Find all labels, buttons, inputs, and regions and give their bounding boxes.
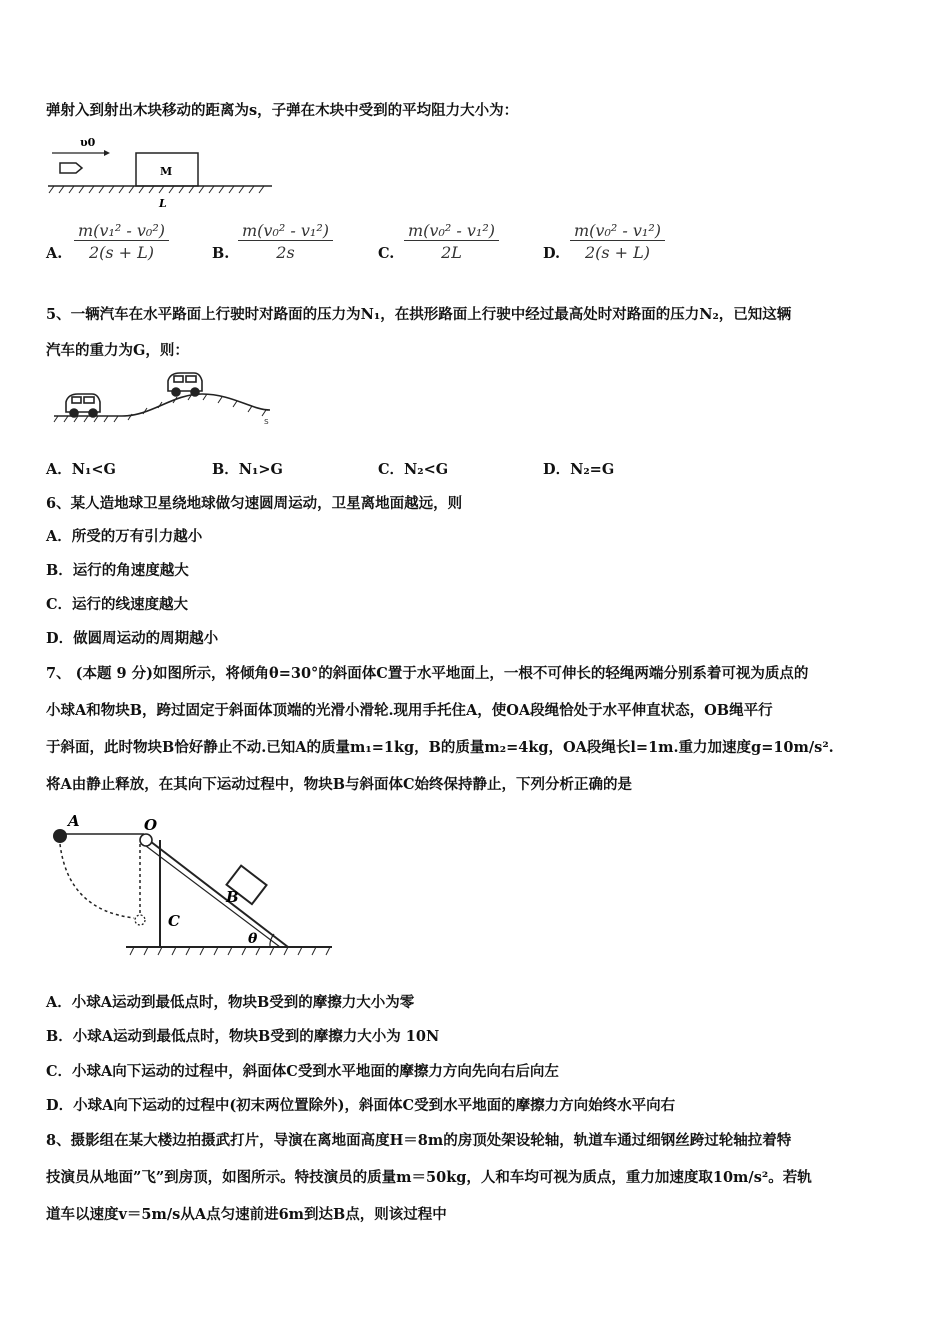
q4-option-a-letter: A. <box>46 245 63 262</box>
length-label: L <box>159 197 167 210</box>
intro-line: 弹射入到射出木块移动的距离为s，子弹在木块中受到的平均阻力大小为： <box>46 102 519 119</box>
q8-stem-line3: 道车以速度v＝5m/s从A点匀速前进6m到达B点，则该过程中 <box>46 1206 447 1223</box>
q6-option-d: D．做圆周运动的周期越小 <box>46 630 219 647</box>
q4-option-d-num: m(v₀² - v₁²) <box>570 221 665 241</box>
q4-option-d-letter: D. <box>543 245 561 262</box>
q4-option-a-num: m(v₁² - v₀²) <box>74 221 169 241</box>
q8-stem-line2: 技演员从地面”飞”到房顶，如图所示。特技演员的质量m＝50kg，人和车均可视为质点，重力加速度取10m/s²。若轨 <box>46 1169 812 1186</box>
ball-A <box>53 829 67 843</box>
q4-option-b-fraction <box>238 221 333 262</box>
bullet-shape <box>60 163 82 173</box>
label-O: O <box>144 816 158 834</box>
q6-option-c: C．运行的线速度越大 <box>46 596 189 613</box>
incline-pulley-figure <box>48 810 338 965</box>
q4-option-c-fraction <box>404 221 499 262</box>
q5-option-b: B．N₁>G <box>212 461 283 478</box>
car-flat <box>66 394 100 417</box>
q7-stem-line1: 7、 (本题 9 分)如图所示，将倾角θ=30°的斜面体C置于水平地面上，一根不可伸长的轻绳两端分别系着可视为质点的 <box>46 665 809 682</box>
car-arch <box>168 373 202 396</box>
q5-option-a: A．N₁<G <box>46 461 116 478</box>
car-road-figure <box>52 370 274 430</box>
q4-option-d-fraction <box>570 221 665 262</box>
q4-option-b-num: m(v₀² - v₁²) <box>238 221 333 241</box>
v0-label: υ0 <box>80 136 96 149</box>
q6-option-a: A．所受的万有引力越小 <box>46 528 203 545</box>
q7-stem-line4: 将A由静止释放，在其向下运动过程中，物块B与斜面体C始终保持静止，下列分析正确的是 <box>46 776 633 793</box>
q4-option-b-den: 2s <box>276 243 295 262</box>
q5-stem-line1: 5、一辆汽车在水平路面上行驶时对路面的压力为N₁，在拱形路面上行驶中经过最高处时对路面的压力N₂，已知这辆 <box>46 306 792 323</box>
q8-stem-line1: 8、摄影组在某大楼边拍摄武打片，导演在离地面高度H＝8m的房顶处架设轮轴，轨道车通过细钢丝跨过轮轴拉着特 <box>46 1132 792 1149</box>
q7-stem-line3: 于斜面，此时物块B恰好静止不动.已知A的质量m₁=1kg，B的质量m₂=4kg，OA段绳长l=1m.重力加速度g=10m/s². <box>46 739 834 756</box>
label-A: A <box>68 812 80 830</box>
q7-stem-line2: 小球A和物块B，跨过固定于斜面体顶端的光滑小滑轮.现用手托住A，使OA段绳恰处于水平伸直状态，OB绳平行 <box>46 702 773 719</box>
bullet-block-figure <box>46 133 276 213</box>
q4-option-a-den: 2(s + L) <box>88 243 155 262</box>
q4-option-d-den: 2(s + L) <box>584 243 651 262</box>
q7-option-b: B．小球A运动到最低点时，物块B受到的摩擦力大小为 10N <box>46 1028 440 1045</box>
label-theta: θ <box>248 931 258 947</box>
q5-stem-line2: 汽车的重力为G，则： <box>46 342 189 359</box>
q5-option-d: D．N₂=G <box>543 461 615 478</box>
q4-option-b-letter: B. <box>212 245 230 262</box>
label-C: C <box>168 912 180 930</box>
svg-text:s: s <box>264 417 269 427</box>
q4-option-a-fraction <box>74 221 169 262</box>
q6-stem: 6、某人造地球卫星绕地球做匀速圆周运动，卫星离地面越远，则 <box>46 495 463 512</box>
label-B: B <box>226 888 239 906</box>
q6-option-b: B．运行的角速度越大 <box>46 562 189 579</box>
q4-option-c-den: 2L <box>441 243 462 262</box>
q4-option-c-letter: C. <box>378 245 395 262</box>
q7-option-d: D．小球A向下运动的过程中(初末两位置除外)，斜面体C受到水平地面的摩擦力方向始终水平向右 <box>46 1097 676 1114</box>
q4-option-c-num: m(v₀² - v₁²) <box>404 221 499 241</box>
q7-option-c: C．小球A向下运动的过程中，斜面体C受到水平地面的摩擦力方向先向右后向左 <box>46 1063 559 1080</box>
q5-option-c: C．N₂<G <box>378 461 449 478</box>
block-label: M <box>160 165 173 178</box>
q7-option-a: A．小球A运动到最低点时，物块B受到的摩擦力大小为零 <box>46 994 415 1011</box>
